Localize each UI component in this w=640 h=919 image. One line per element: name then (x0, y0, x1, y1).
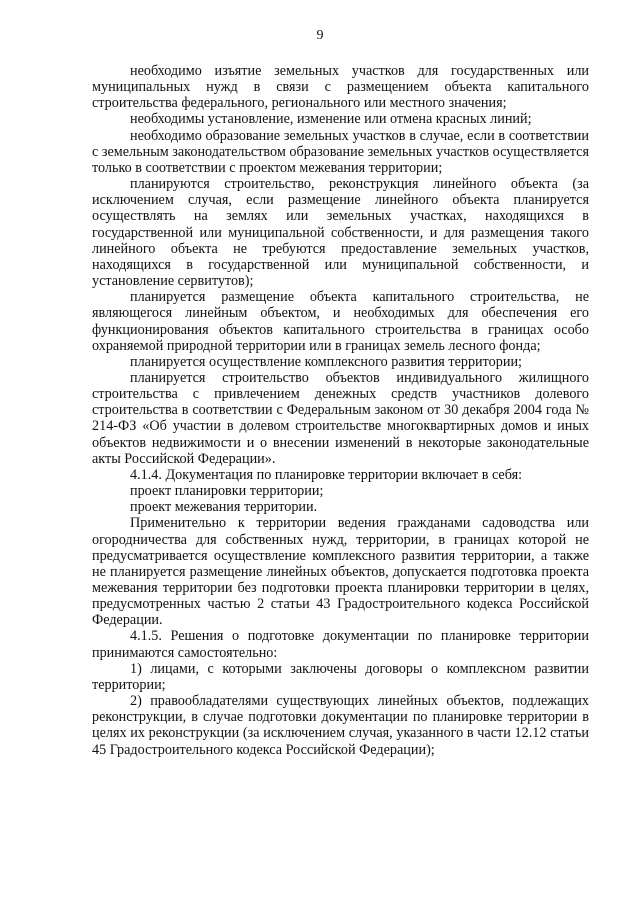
paragraph-gardening-territory: Применительно к территории ведения гражданами садоводства или огородничества для собственных нужд, территории, в границах которой не предусматривается осуществление комплексного развития территории, а также не планируется размещение линейных объектов, допускается подготовка проекта межевания территории без подготовки проекта планировки территории в целях, предусмотренных частью 2 статьи 43 Градостроительного кодекса Российской Федерации. (92, 515, 589, 629)
section-4-1-5-heading: 4.1.5. Решения о подготовке документации по планировке территории принимаются самостоятельно: (92, 628, 589, 661)
list-item-planning-project: проект планировки территории; (130, 483, 324, 500)
paragraph-land-plot-formation: необходимо образование земельных участков в случае, если в соответствии с земельным законодательством образование земельных участков осуществляется только в соответствии с проектом межевания территории; (92, 127, 589, 176)
document-body (92, 63, 589, 758)
paragraph-complex-development: планируется осуществление комплексного развития территории; (130, 353, 522, 370)
list-item-linear-object-owners: 2) правообладателями существующих линейных объектов, подлежащих реконструкции, в случае подготовки документации по планировке территории в целях их реконструкции (за исключением случая, указанного в части 12.12 статьи 45 Градостроительного кодекса Российской Федерации); (92, 693, 589, 758)
section-4-1-4-heading: 4.1.4. Документация по планировке территории включает в себя: (130, 466, 523, 483)
list-item-surveying-project: проект межевания территории. (130, 499, 318, 516)
paragraph-linear-object-construction: планируются строительство, реконструкция линейного объекта (за исключением случая, если размещение линейного объекта планируется осуществлять на землях или земельных участках, находящихся в государственной или муниципальной собственности, и для размещения такого линейного объекта не требуются предоставление земельных участков, находящихся в государственной или муниципальной собственности, и установление сервитутов); (92, 176, 589, 290)
paragraph-land-seizure: необходимо изъятие земельных участков для государственных или муниципальных нужд в связи с размещением объекта капитального строительства федерального, регионального или местного значения; (92, 63, 589, 112)
paragraph-individual-housing: планируется строительство объектов индивидуального жилищного строительства с привлечением денежных средств участников долевого строительства в соответствии с Федеральным законом от 30 декабря 2004 года № 214-ФЗ «Об участии в долевом строительстве многоквартирных домов и иных объектов недвижимости и о внесении изменений в некоторые законодательные акты Российской Федерации». (92, 369, 589, 467)
paragraph-capital-construction-object: планируется размещение объекта капитального строительства, не являющегося линейным объектом, и необходимых для обеспечения его функционирования объектов капитального строительства в границах особо охраняемой природной территории или в границах земель лесного фонда; (92, 289, 589, 354)
list-item-complex-development-parties: 1) лицами, с которыми заключены договоры о комплексном развитии территории; (92, 660, 589, 693)
paragraph-red-lines: необходимы установление, изменение или отмена красных линий; (130, 111, 532, 128)
page-number: 9 (316, 28, 324, 43)
